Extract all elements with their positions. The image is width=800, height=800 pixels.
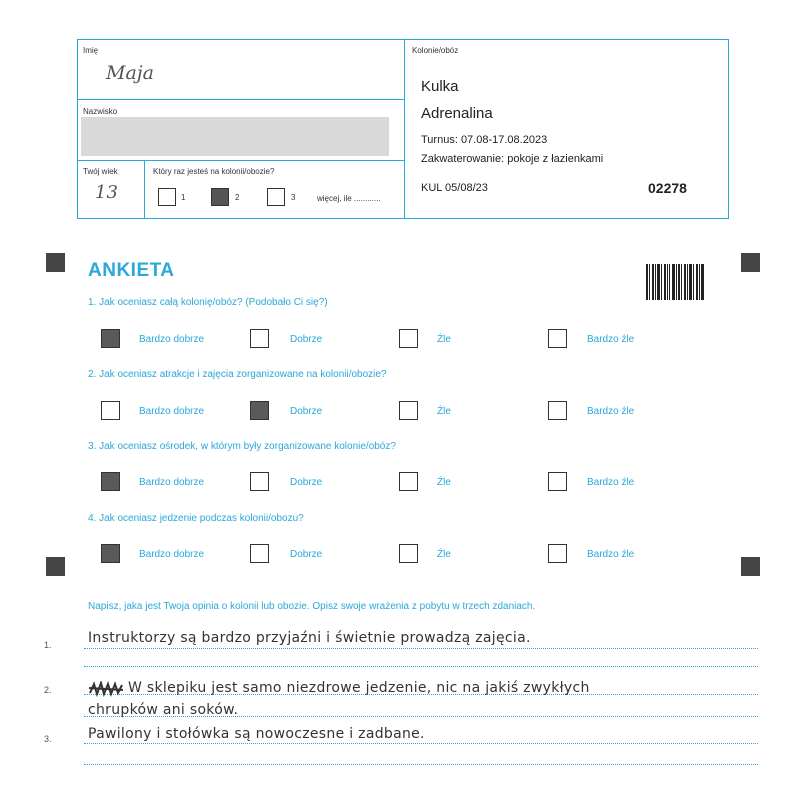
q2-option-zle-checkbox[interactable] <box>399 401 418 420</box>
barcode-icon <box>646 264 704 300</box>
q1-option-zle-label: Źle <box>437 334 451 345</box>
survey-title: ANKIETA <box>88 260 175 281</box>
q2-option-dobrze-checkbox[interactable] <box>250 401 269 420</box>
q4-option-dobrze-checkbox[interactable] <box>250 544 269 563</box>
line-number-3: 3. <box>44 734 52 744</box>
writing-line <box>84 743 758 744</box>
times-question: Który raz jesteś na kolonii/obozie? <box>153 167 275 176</box>
q2-option-bardzo-dobrze-checkbox[interactable] <box>101 401 120 420</box>
times-option-2-label: 2 <box>235 193 240 202</box>
q1-option-zle-checkbox[interactable] <box>399 329 418 348</box>
opinion-prompt: Napisz, jaka jest Twoja opinia o kolonii lub obozie. Opisz swoje wrażenia z pobytu w trzech zdaniach. <box>88 601 536 612</box>
line-number-2: 2. <box>44 685 52 695</box>
handwritten-sentence-1: Instruktorzy są bardzo przyjaźni i świetnie prowadzą zajęcia. <box>88 630 531 646</box>
q4-option-zle-checkbox[interactable] <box>399 544 418 563</box>
line-number-1: 1. <box>44 640 52 650</box>
handwritten-sentence-2-continued: chrupków ani soków. <box>88 702 239 718</box>
name-label: Imię <box>83 46 99 55</box>
q2-option-zle-label: Źle <box>437 406 451 417</box>
writing-line <box>84 666 758 667</box>
q1-option-dobrze-label: Dobrze <box>290 334 323 345</box>
q1-option-bardzo-zle-checkbox[interactable] <box>548 329 567 348</box>
surname-label: Nazwisko <box>83 107 118 116</box>
q1-option-bardzo-dobrze-label: Bardzo dobrze <box>139 334 205 345</box>
q2-option-bardzo-zle-checkbox[interactable] <box>548 401 567 420</box>
camp-line-1: Kulka <box>421 78 459 95</box>
registration-mark <box>741 253 760 272</box>
q2-option-dobrze-label: Dobrze <box>290 406 323 417</box>
question-1: 1. Jak oceniasz całą kolonię/obóz? (Podobało Ci się?) <box>88 297 328 308</box>
q4-option-bardzo-zle-checkbox[interactable] <box>548 544 567 563</box>
q2-option-bardzo-zle-label: Bardzo źle <box>587 406 635 417</box>
age-label: Twój wiek <box>83 167 118 176</box>
registration-mark <box>46 557 65 576</box>
q4-option-bardzo-dobrze-label: Bardzo dobrze <box>139 549 205 560</box>
question-2: 2. Jak oceniasz atrakcje i zajęcia zorganizowane na kolonii/obozie? <box>88 369 387 380</box>
q1-option-bardzo-zle-label: Bardzo źle <box>587 334 635 345</box>
name-value: Maja <box>106 62 155 84</box>
question-4: 4. Jak oceniasz jedzenie podczas kolonii/obozu? <box>88 513 304 524</box>
scribble-icon <box>88 681 124 697</box>
q1-option-dobrze-checkbox[interactable] <box>250 329 269 348</box>
handwritten-sentence-3: Pawilony i stołówka są nowoczesne i zadbane. <box>88 726 425 742</box>
q3-option-zle-checkbox[interactable] <box>399 472 418 491</box>
registration-mark <box>741 557 760 576</box>
q4-option-bardzo-zle-label: Bardzo źle <box>587 549 635 560</box>
writing-line <box>84 648 758 649</box>
q3-option-bardzo-dobrze-checkbox[interactable] <box>101 472 120 491</box>
question-3: 3. Jak oceniasz ośrodek, w którym były zorganizowane kolonie/obóz? <box>88 441 396 452</box>
times-checkbox-2[interactable] <box>211 188 229 206</box>
header-form-box <box>77 39 729 219</box>
registration-mark <box>46 253 65 272</box>
q3-option-bardzo-zle-checkbox[interactable] <box>548 472 567 491</box>
times-more-label: więcej, ile ............ <box>317 194 381 203</box>
camp-label: Kolonie/obóz <box>412 46 459 55</box>
q1-option-bardzo-dobrze-checkbox[interactable] <box>101 329 120 348</box>
surname-redacted <box>81 117 389 156</box>
q4-option-zle-label: Źle <box>437 549 451 560</box>
q3-option-bardzo-dobrze-label: Bardzo dobrze <box>139 477 205 488</box>
age-value: 13 <box>95 182 118 203</box>
times-option-1-label: 1 <box>181 193 186 202</box>
times-option-3-label: 3 <box>291 193 296 202</box>
form-number: 02278 <box>648 180 687 196</box>
writing-line <box>84 764 758 765</box>
q3-option-zle-label: Źle <box>437 477 451 488</box>
q4-option-dobrze-label: Dobrze <box>290 549 323 560</box>
q4-option-bardzo-dobrze-checkbox[interactable] <box>101 544 120 563</box>
handwritten-sentence-2: W sklepiku jest samo niezdrowe jedzenie, nic na jakiś zwykłych <box>128 680 590 696</box>
times-checkbox-1[interactable] <box>158 188 176 206</box>
turnus-text: Turnus: 07.08-17.08.2023 <box>421 134 548 146</box>
camp-line-2: Adrenalina <box>421 105 493 122</box>
times-checkbox-3[interactable] <box>267 188 285 206</box>
q3-option-bardzo-zle-label: Bardzo źle <box>587 477 635 488</box>
q3-option-dobrze-checkbox[interactable] <box>250 472 269 491</box>
ref-code: KUL 05/08/23 <box>421 182 488 194</box>
accommodation-text: Zakwaterowanie: pokoje z łazienkami <box>421 153 604 165</box>
q3-option-dobrze-label: Dobrze <box>290 477 323 488</box>
q2-option-bardzo-dobrze-label: Bardzo dobrze <box>139 406 205 417</box>
